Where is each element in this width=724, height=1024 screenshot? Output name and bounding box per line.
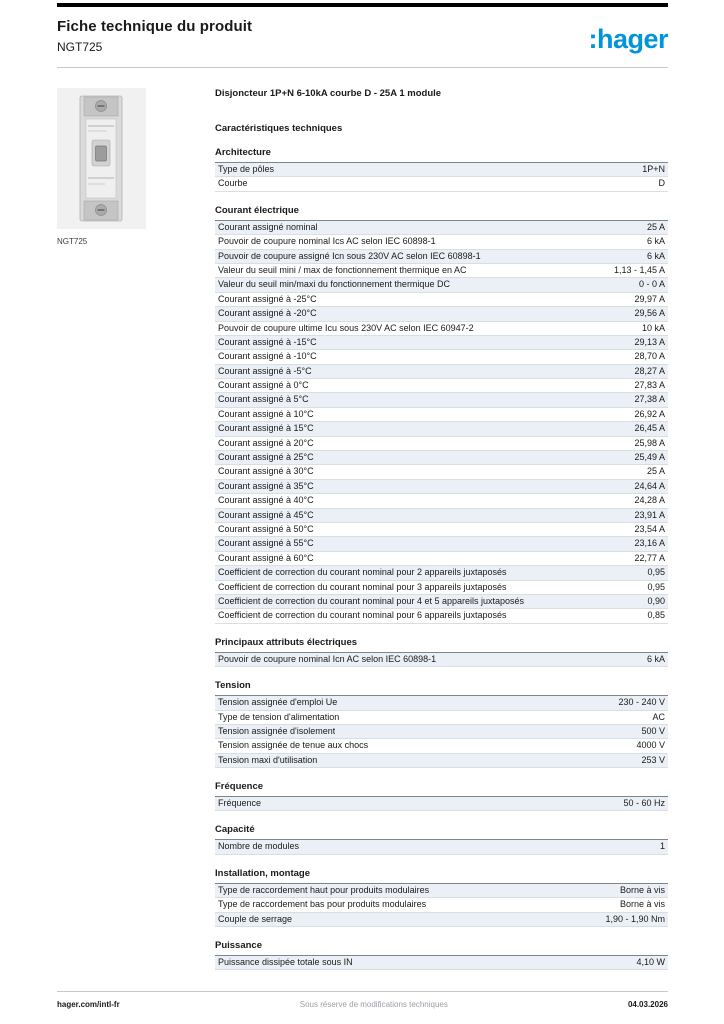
row-label: Fréquence	[218, 798, 262, 809]
row-value: 23,54 A	[634, 523, 665, 534]
row-value: 23,16 A	[634, 538, 665, 549]
spec-section	[215, 205, 668, 624]
spec-table-title: Caractéristiques techniques	[215, 123, 343, 134]
row-label: Type de raccordement bas pour produits modulaires	[218, 899, 427, 910]
table-row	[215, 422, 668, 436]
row-value: 25,49 A	[634, 452, 665, 463]
row-label: Courant assigné nominal	[218, 221, 318, 232]
table-row	[215, 884, 668, 898]
spec-sections	[215, 147, 668, 970]
row-value: 0,95	[647, 567, 665, 578]
document-header	[57, 18, 668, 54]
row-value: 6 kA	[646, 250, 665, 261]
table-row	[215, 797, 668, 811]
row-value: 27,38 A	[634, 394, 665, 405]
table-row	[215, 235, 668, 249]
row-value: D	[658, 178, 665, 189]
row-label: Courbe	[218, 178, 248, 189]
row-label: Courant assigné à 15°C	[218, 423, 314, 434]
row-value: 26,92 A	[634, 408, 665, 419]
section-title: Principaux attributs électriques	[215, 637, 668, 653]
row-label: Pouvoir de coupure ultime Icu sous 230V AC selon IEC 60947-2	[218, 322, 474, 333]
row-label: Valeur du seuil min/maxi du fonctionnement thermique DC	[218, 279, 450, 290]
row-label: Pouvoir de coupure nominal Icn AC selon IEC 60898-1	[218, 653, 437, 664]
row-label: Tension maxi d'utilisation	[218, 754, 318, 765]
table-row	[215, 754, 668, 768]
table-row	[215, 552, 668, 566]
row-label: Coefficient de correction du courant nominal pour 3 appareils juxtaposés	[218, 581, 507, 592]
row-value: 23,91 A	[634, 509, 665, 520]
spec-section	[215, 940, 668, 970]
section-title: Architecture	[215, 147, 668, 163]
row-label: Courant assigné à -10°C	[218, 351, 317, 362]
table-row	[215, 480, 668, 494]
row-label: Type de raccordement haut pour produits modulaires	[218, 884, 430, 895]
table-row	[215, 278, 668, 292]
table-row	[215, 509, 668, 523]
row-label: Courant assigné à 40°C	[218, 495, 314, 506]
table-row	[215, 250, 668, 264]
row-value: 27,83 A	[634, 380, 665, 391]
row-label: Tension assignée d'emploi Ue	[218, 697, 338, 708]
table-row	[215, 581, 668, 595]
row-value: 4,10 W	[636, 957, 665, 968]
row-value: Borne à vis	[619, 884, 665, 895]
row-value: 1,90 - 1,90 Nm	[605, 913, 665, 924]
spec-section	[215, 868, 668, 927]
table-row	[215, 523, 668, 537]
section-title: Capacité	[215, 824, 668, 840]
row-value: 50 - 60 Hz	[623, 798, 665, 809]
row-value: 1P+N	[642, 164, 665, 174]
row-value: 0,85	[647, 610, 665, 621]
row-label: Courant assigné à -25°C	[218, 293, 317, 304]
row-value: 1	[659, 841, 665, 852]
row-value: 0,95	[647, 581, 665, 592]
row-label: Couple de serrage	[218, 913, 293, 924]
table-row	[215, 379, 668, 393]
row-label: Courant assigné à 60°C	[218, 552, 314, 563]
row-value: 28,27 A	[634, 365, 665, 376]
row-label: Courant assigné à 0°C	[218, 380, 309, 391]
row-value: 26,45 A	[634, 423, 665, 434]
row-label: Courant assigné à 45°C	[218, 509, 314, 520]
hager-logo: :hager	[588, 24, 668, 54]
row-value: AC	[652, 711, 665, 722]
spec-section	[215, 824, 668, 854]
section-title: Puissance	[215, 940, 668, 956]
row-value: 28,70 A	[634, 351, 665, 362]
row-label: Nombre de modules	[218, 841, 300, 852]
row-label: Type de tension d'alimentation	[218, 711, 340, 722]
table-row	[215, 408, 668, 422]
document-footer	[57, 991, 668, 1009]
row-label: Courant assigné à 55°C	[218, 538, 314, 549]
table-row	[215, 956, 668, 970]
table-row	[215, 437, 668, 451]
row-label: Courant assigné à -15°C	[218, 336, 317, 347]
spec-section	[215, 637, 668, 667]
row-label: Pouvoir de coupure nominal Ics AC selon IEC 60898-1	[218, 236, 436, 247]
row-label: Puissance dissipée totale sous IN	[218, 957, 353, 968]
row-value: 24,64 A	[634, 480, 665, 491]
table-row	[215, 264, 668, 278]
row-value: 0 - 0 A	[638, 279, 665, 290]
row-label: Tension assignée d'isolement	[218, 725, 336, 736]
section-title: Installation, montage	[215, 868, 668, 884]
footer-disclaimer: Sous réserve de modifications techniques	[299, 1000, 448, 1009]
row-value: 230 - 240 V	[618, 697, 665, 708]
table-row	[215, 725, 668, 739]
row-value: 25 A	[646, 466, 665, 477]
row-label: Type de pôles	[218, 164, 275, 174]
footer-date: 04.03.2026	[627, 1000, 668, 1009]
row-value: 253 V	[641, 754, 665, 765]
table-row	[215, 913, 668, 927]
row-value: 24,28 A	[634, 495, 665, 506]
row-label: Coefficient de correction du courant nominal pour 4 et 5 appareils juxtaposés	[218, 595, 525, 606]
spec-table-column	[215, 88, 668, 970]
table-row	[215, 451, 668, 465]
table-row	[215, 307, 668, 321]
row-label: Courant assigné à -20°C	[218, 308, 317, 319]
row-label: Courant assigné à 20°C	[218, 437, 314, 448]
row-value: 25,98 A	[634, 437, 665, 448]
product-name: Disjoncteur 1P+N 6-10kA courbe D - 25A 1 module	[215, 88, 442, 99]
row-label: Courant assigné à -5°C	[218, 365, 312, 376]
table-row	[215, 696, 668, 710]
product-image-column	[57, 88, 215, 970]
row-value: Borne à vis	[619, 899, 665, 910]
row-label: Courant assigné à 25°C	[218, 452, 314, 463]
spec-section	[215, 147, 668, 192]
row-value: 500 V	[641, 725, 665, 736]
table-row	[215, 336, 668, 350]
spec-section	[215, 781, 668, 811]
row-label: Valeur du seuil mini / max de fonctionnement thermique en AC	[218, 264, 467, 275]
row-label: Pouvoir de coupure assigné Icn sous 230V AC selon IEC 60898-1	[218, 250, 481, 261]
row-value: 29,13 A	[634, 336, 665, 347]
table-row	[215, 350, 668, 364]
row-label: Tension assignée de tenue aux chocs	[218, 740, 369, 751]
product-image-caption: NGT725	[57, 237, 88, 246]
table-row	[215, 739, 668, 753]
table-row	[215, 898, 668, 912]
row-value: 6 kA	[646, 653, 665, 664]
table-row	[215, 840, 668, 854]
table-row	[215, 163, 668, 177]
table-row	[215, 365, 668, 379]
table-row	[215, 322, 668, 336]
main-content	[57, 88, 668, 970]
row-value: 0,90	[647, 595, 665, 606]
footer-website-link[interactable]: hager.com/intl-fr	[57, 1000, 120, 1009]
section-title: Fréquence	[215, 781, 668, 797]
table-row	[215, 293, 668, 307]
row-label: Coefficient de correction du courant nominal pour 2 appareils juxtaposés	[218, 567, 507, 578]
row-value: 1,13 - 1,45 A	[613, 264, 665, 275]
section-title: Tension	[215, 680, 668, 696]
row-label: Courant assigné à 35°C	[218, 480, 314, 491]
table-row	[215, 177, 668, 191]
header-titles	[57, 18, 252, 54]
section-title: Courant électrique	[215, 205, 668, 221]
table-row	[215, 221, 668, 235]
row-value: 6 kA	[646, 236, 665, 247]
table-row	[215, 465, 668, 479]
row-label: Coefficient de correction du courant nominal pour 6 appareils juxtaposés	[218, 610, 507, 621]
top-black-bar	[57, 3, 668, 7]
row-label: Courant assigné à 50°C	[218, 523, 314, 534]
table-row	[215, 494, 668, 508]
page-title: Fiche technique du produit	[57, 18, 253, 35]
table-row	[215, 595, 668, 609]
row-value: 22,77 A	[634, 552, 665, 563]
row-label: Courant assigné à 30°C	[218, 466, 314, 477]
row-label: Courant assigné à 10°C	[218, 408, 314, 419]
header-divider	[57, 67, 668, 68]
table-row	[215, 711, 668, 725]
table-row	[215, 653, 668, 667]
row-value: 10 kA	[641, 322, 665, 333]
row-label: Courant assigné à 5°C	[218, 394, 309, 405]
table-row	[215, 609, 668, 623]
spec-section	[215, 680, 668, 768]
circuit-breaker-illustration	[57, 88, 146, 229]
row-value: 29,56 A	[634, 308, 665, 319]
row-value: 25 A	[646, 221, 665, 232]
table-row	[215, 537, 668, 551]
row-value: 4000 V	[636, 740, 665, 751]
table-row	[215, 566, 668, 580]
table-row	[215, 393, 668, 407]
product-image	[57, 88, 146, 229]
product-reference: NGT725	[57, 40, 103, 54]
row-value: 29,97 A	[634, 293, 665, 304]
